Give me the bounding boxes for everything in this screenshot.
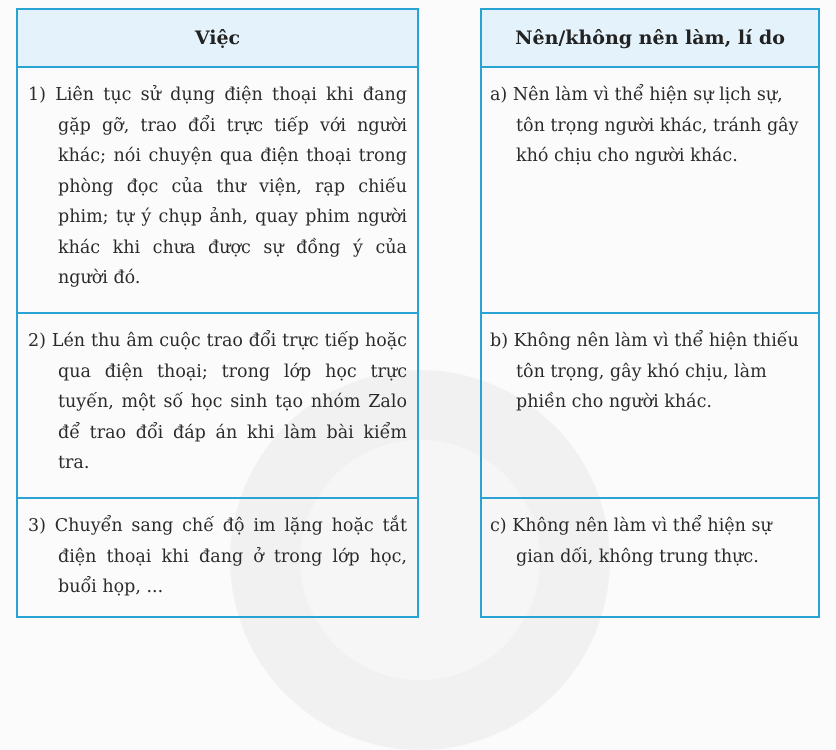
- reason-text-a: a) Nên làm vì thể hiện sự lịch sự, tôn trọng người khác, tránh gây khó chịu cho người khác.: [490, 85, 799, 166]
- action-row-1: [18, 68, 417, 314]
- actions-header: Việc: [18, 10, 417, 68]
- reasons-table: [480, 8, 820, 618]
- reason-row-a: [482, 68, 818, 314]
- reason-text-c: c) Không nên làm vì thể hiện sự gian dối, không trung thực.: [490, 516, 772, 567]
- action-row-3: [18, 499, 417, 616]
- action-row-2: [18, 314, 417, 499]
- action-text-1: 1) Liên tục sử dụng điện thoại khi đang gặp gỡ, trao đổi trực tiếp với người khác; nói chuyện qua điện thoại trong phòng đọc của thư viện, rạp chiếu phim; tự ý chụp ảnh, quay phim người khác khi chưa được sự đồng ý của người đó.: [28, 85, 407, 288]
- reasons-header: Nên/không nên làm, lí do: [482, 10, 818, 68]
- action-text-2: 2) Lén thu âm cuộc trao đổi trực tiếp hoặc qua điện thoại; trong lớp học trực tuyến, một số học sinh tạo nhóm Zalo để trao đổi đáp án khi làm bài kiểm tra.: [28, 331, 407, 473]
- reason-row-c: [482, 499, 818, 616]
- reason-row-b: [482, 314, 818, 499]
- reason-text-b: b) Không nên làm vì thể hiện thiếu tôn trọng, gây khó chịu, làm phiền cho người khác.: [490, 331, 799, 412]
- action-text-3: 3) Chuyển sang chế độ im lặng hoặc tắt điện thoại khi đang ở trong lớp học, buổi họp, ...: [28, 516, 407, 597]
- actions-table: [16, 8, 419, 618]
